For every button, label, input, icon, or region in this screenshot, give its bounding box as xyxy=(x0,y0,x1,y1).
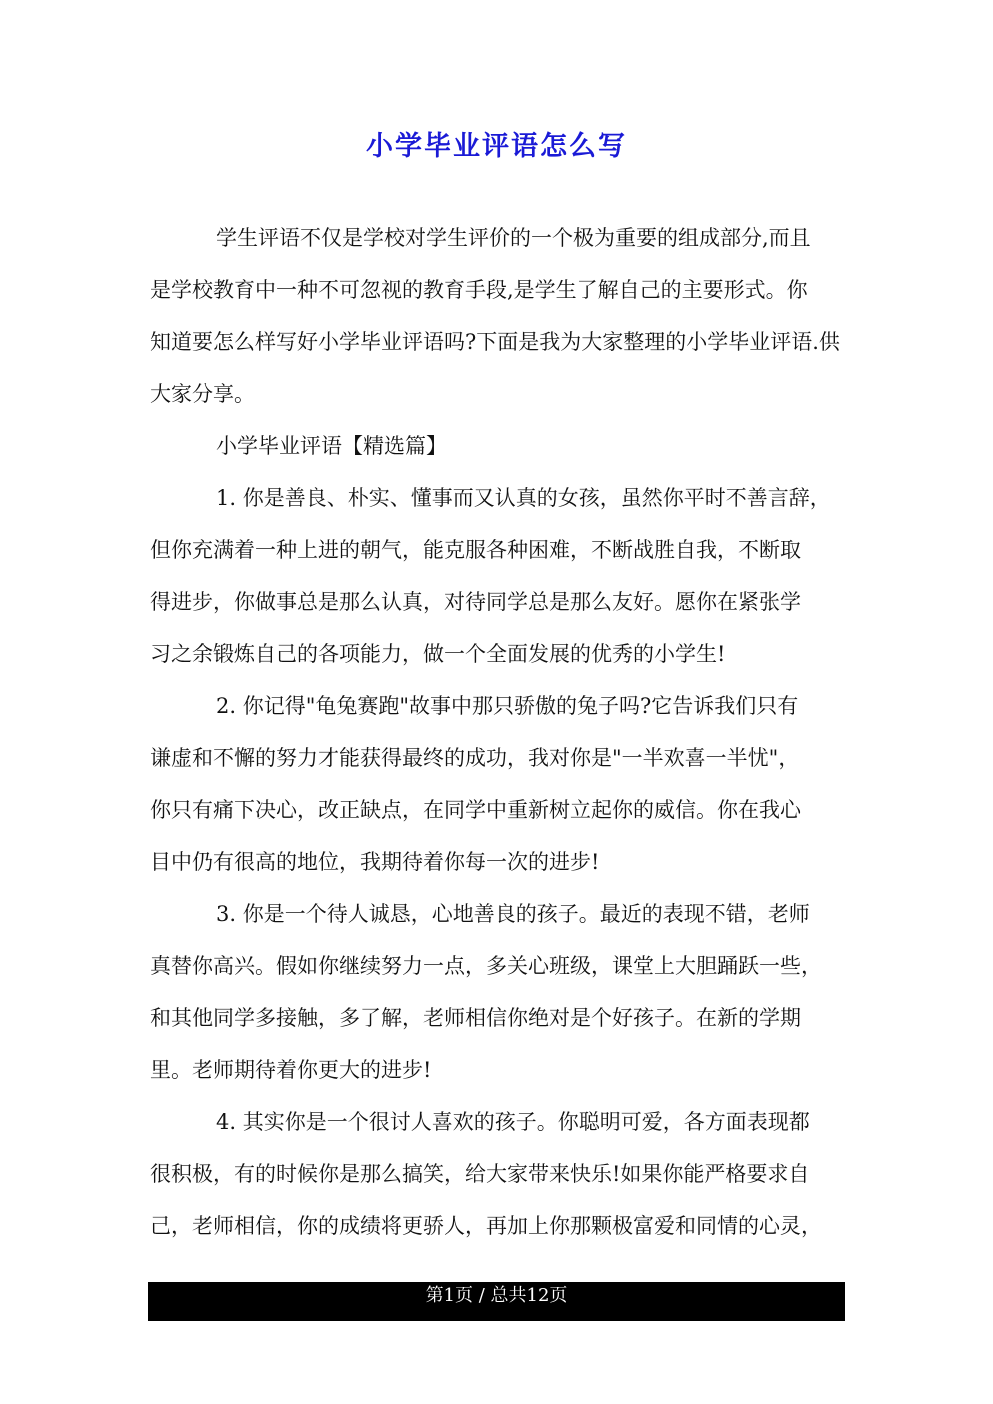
intro-line: 是学校教育中一种不可忽视的教育手段,是学生了解自己的主要形式。你 xyxy=(150,278,808,302)
item-2-line: 目中仍有很高的地位，我期待着你每一次的进步! xyxy=(150,850,600,874)
section-heading: 小学毕业评语【精选篇】 xyxy=(216,434,447,458)
item-1-line: 得进步，你做事总是那么认真，对待同学总是那么友好。愿你在紧张学 xyxy=(150,590,801,614)
item-3-line: 里。老师期待着你更大的进步! xyxy=(150,1058,432,1082)
item-1-line: 1. 你是善良、朴实、懂事而又认真的女孩，虽然你平时不善言辞， xyxy=(216,486,831,510)
item-3-line: 真替你高兴。假如你继续努力一点，多关心班级，课堂上大胆踊跃一些， xyxy=(150,954,822,978)
item-2-line: 你只有痛下决心，改正缺点，在同学中重新树立起你的威信。你在我心 xyxy=(150,798,801,822)
item-2-line: 谦虚和不懈的努力才能获得最终的成功，我对你是"一半欢喜一半忧"， xyxy=(150,746,800,770)
intro-line: 知道要怎么样写好小学毕业评语吗?下面是我为大家整理的小学毕业评语.供 xyxy=(150,330,840,354)
intro-line: 学生评语不仅是学校对学生评价的一个极为重要的组成部分,而且 xyxy=(216,226,811,250)
item-1-line: 但你充满着一种上进的朝气，能克服各种困难，不断战胜自我，不断取 xyxy=(150,538,801,562)
item-4-line: 己，老师相信，你的成绩将更骄人，再加上你那颗极富爱和同情的心灵， xyxy=(150,1214,822,1238)
item-2-line: 2. 你记得"龟兔赛跑"故事中那只骄傲的兔子吗?它告诉我们只有 xyxy=(216,694,799,718)
item-4-line: 4. 其实你是一个很讨人喜欢的孩子。你聪明可爱，各方面表现都 xyxy=(216,1110,810,1134)
item-4-line: 很积极，有的时候你是那么搞笑，给大家带来快乐!如果你能严格要求自 xyxy=(150,1162,810,1186)
document-title: 小学毕业评语怎么写 xyxy=(366,131,627,162)
page-footer xyxy=(148,1282,845,1321)
item-1-line: 习之余锻炼自己的各项能力，做一个全面发展的优秀的小学生! xyxy=(150,642,726,666)
page-number-label: 第1页 / 总共12页 xyxy=(425,1285,568,1306)
item-3-line: 和其他同学多接触，多了解，老师相信你绝对是个好孩子。在新的学期 xyxy=(150,1006,801,1030)
intro-line: 大家分享。 xyxy=(150,382,255,406)
item-3-line: 3. 你是一个待人诚恳，心地善良的孩子。最近的表现不错，老师 xyxy=(216,902,810,926)
